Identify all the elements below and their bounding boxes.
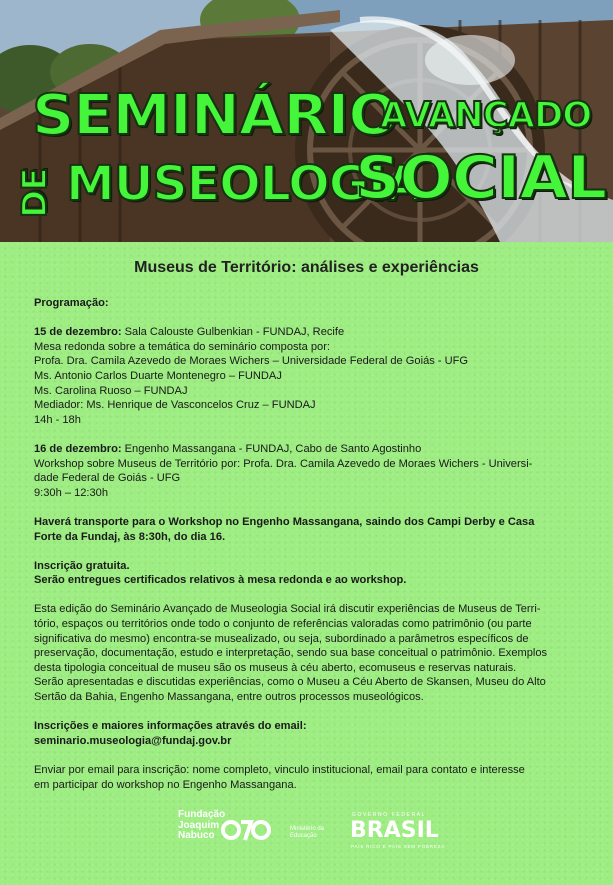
- description-line: Sertão da Bahia, Engenho Massangana, entre outros processos museológicos.: [34, 691, 424, 704]
- contact-label: Inscrições e maiores informações através do email:: [34, 720, 307, 733]
- body-area: [0, 242, 613, 885]
- day2-line: Workshop sobre Museus de Território por: Profa. Dra. Camila Azevedo de Moraes Wichers - Universi-: [34, 457, 533, 470]
- day1-line: Ms. Carolina Ruoso – FUNDAJ: [34, 384, 188, 397]
- brasil-logo: BRASIL: [350, 818, 439, 843]
- transport-line: Forte da Fundaj, às 8:30h, do dia 16.: [34, 530, 226, 543]
- day2-date: 16 de dezembro:: [34, 442, 122, 455]
- day1-line: Mediador: Ms. Henrique de Vasconcelos Cruz – FUNDAJ: [34, 399, 316, 412]
- content: [34, 258, 579, 807]
- inscricao-line: Inscrição gratuita.: [34, 559, 130, 572]
- fundaj-logo-icon: [221, 818, 273, 842]
- description: [34, 602, 579, 704]
- inscricao-line: Serão entregues certificados relativos à mesa redonda e ao workshop.: [34, 574, 407, 587]
- footer-logos: [0, 804, 613, 864]
- fundaj-logo-text: [178, 810, 225, 842]
- ministerio-line: Educação: [290, 833, 317, 839]
- description-line: preservação, documentação, estudo e interpretação, sendo sua base conceitual o patrimônio. Exemplos: [34, 647, 548, 660]
- governo-federal-text: GOVERNO FEDERAL: [352, 812, 427, 818]
- description-line: Esta edição do Seminário Avançado de Museologia Social irá discutir experiências de Museus de Terri-: [34, 603, 541, 616]
- programacao-label: Programação:: [34, 297, 109, 309]
- ministerio-line: Ministério da: [290, 826, 325, 832]
- inscricao-notice: [34, 559, 579, 588]
- description-line: Serão apresentadas e discutidas experiências, como o Museu a Céu Aberto de Skansen, Museu do Alto: [34, 676, 546, 689]
- transport-notice: [34, 515, 579, 544]
- title-avancado: AVANÇADO: [380, 95, 592, 136]
- brasil-slogan: PAÍS RICO É PAÍS SEM POBREZA: [351, 844, 445, 849]
- description-line: desta tipologia conceitual de museu são os museus à céu aberto, ecomuseus e reservas naturais.: [34, 661, 517, 674]
- title-social: SOCIAL: [355, 143, 607, 213]
- fundaj-line: Joaquim: [178, 819, 220, 831]
- day1-line: Mesa redonda sobre a temática do seminário composta por:: [34, 340, 330, 353]
- instructions-line: Enviar por email para inscrição: nome completo, vinculo institucional, email para contato e interesse: [34, 764, 525, 776]
- title-seminario: SEMINÁRIO: [32, 83, 398, 148]
- day2-line: dade Federal de Goiás - UFG: [34, 472, 181, 485]
- title-museologia: MUSEOLOGIA: [66, 156, 422, 212]
- title-de: DE: [15, 168, 55, 218]
- day2-time: 9:30h – 12:30h: [34, 486, 109, 499]
- event-title: [15, 83, 607, 218]
- day2-place: Engenho Massangana - FUNDAJ, Cabo de Santo Agostinho: [121, 442, 422, 455]
- day1-block: [34, 325, 579, 427]
- day2-block: [34, 442, 579, 500]
- day1-place: Sala Calouste Gulbenkian - FUNDAJ, Recife: [121, 326, 345, 339]
- instructions-line: em participar do workshop no Engenho Massangana.: [34, 778, 297, 791]
- contact-block: [34, 719, 579, 748]
- transport-line: Haverá transporte para o Workshop no Engenho Massangana, saindo dos Campi Derby e Casa: [34, 515, 535, 528]
- fundaj-line: Fundação: [178, 809, 226, 820]
- contact-email[interactable]: seminario.museologia@fundaj.gov.br: [34, 734, 232, 747]
- instructions-block: [34, 763, 579, 792]
- day1-line: Profa. Dra. Camila Azevedo de Moraes Wichers – Universidade Federal de Goiás - UFG: [34, 355, 469, 368]
- day1-date: 15 de dezembro:: [34, 326, 122, 339]
- description-line: significativa do mesmo) encontra-se musealizado, ou seja, subordinado a parâmetros específicos de: [34, 632, 529, 645]
- fundaj-line: Nabuco: [178, 830, 215, 841]
- day1-line: Ms. Antonio Carlos Duarte Montenegro – FUNDAJ: [34, 369, 282, 382]
- ministerio-logo: [290, 826, 324, 840]
- day1-time: 14h - 18h: [34, 413, 81, 426]
- description-line: tório, espaços ou territórios onde todo o conjunto de referências valoradas como patrimônio (ou parte: [34, 618, 532, 631]
- header-photo: [0, 0, 613, 242]
- main-title: Museus de Território: análises e experiências: [134, 259, 479, 276]
